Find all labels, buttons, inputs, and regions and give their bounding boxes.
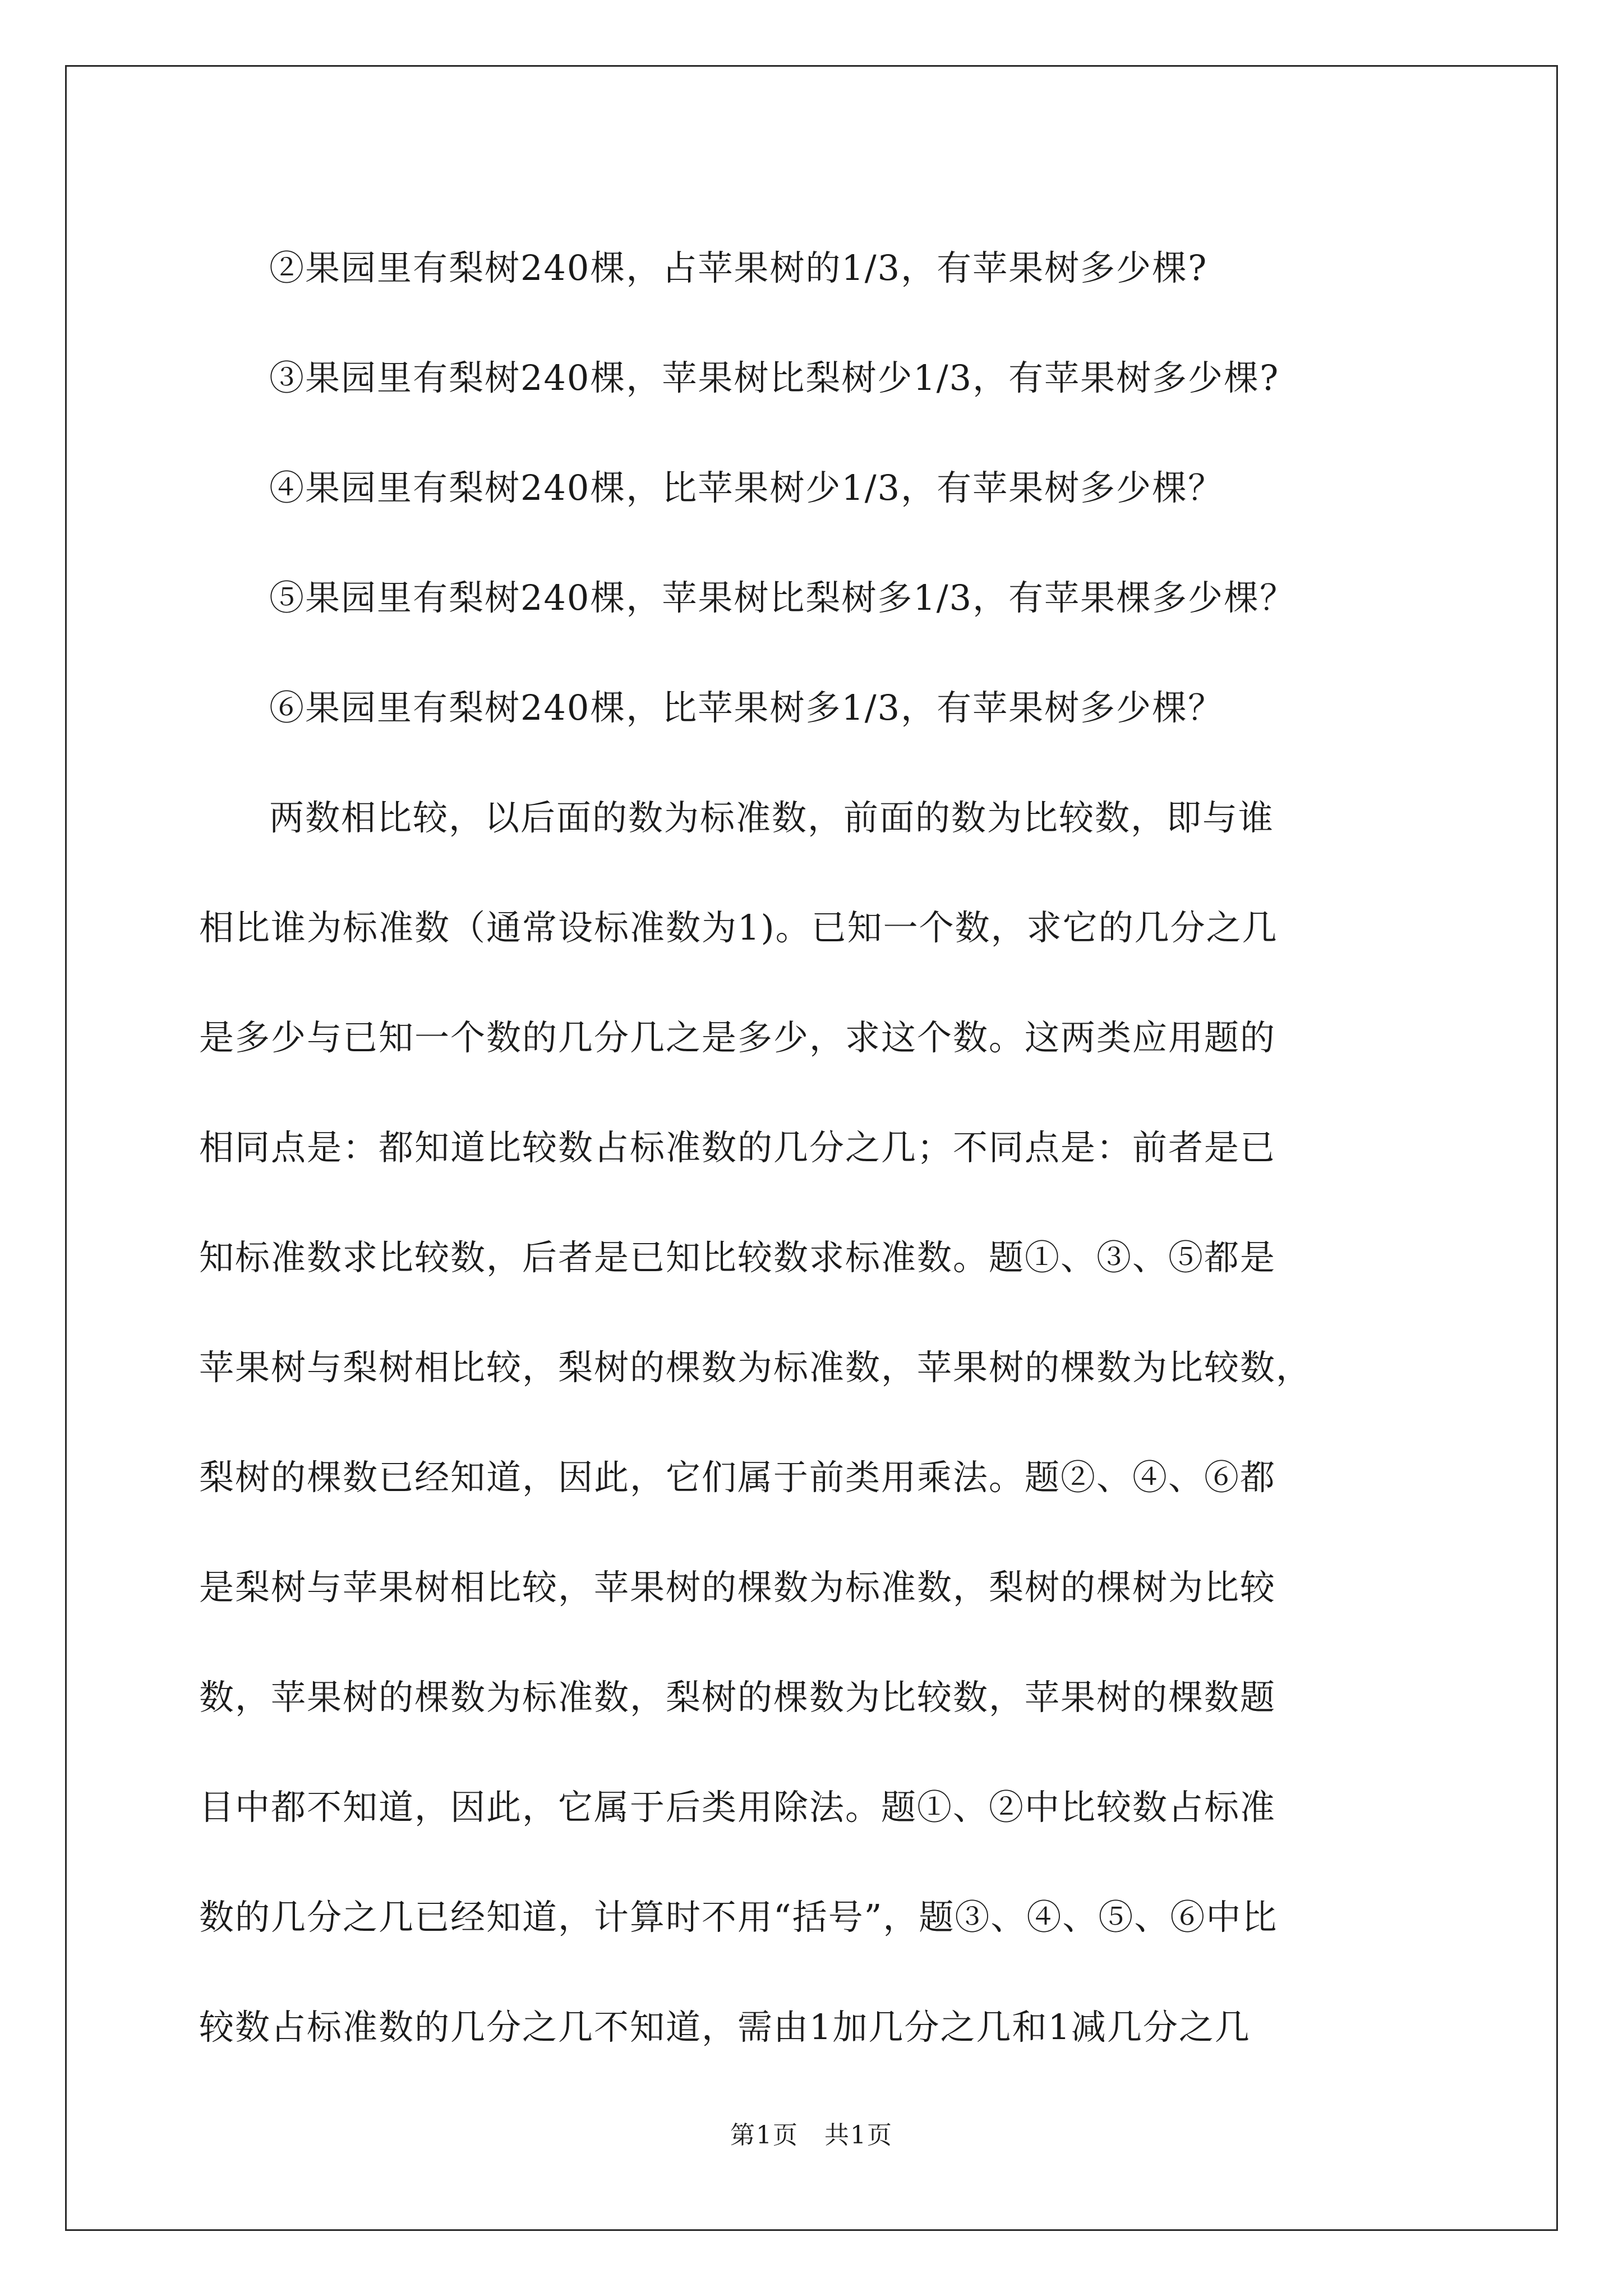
paragraph-line: 梨树的棵数已经知道，因此，它们属于前类用乘法。题②、④、⑥都	[199, 1457, 1276, 1498]
question-6: ⑥果园里有梨树240棵，比苹果树多1/3，有苹果树多少棵？	[269, 687, 1224, 728]
question-2: ②果园里有梨树240棵，占苹果树的1/3，有苹果树多少棵?	[269, 247, 1208, 288]
paragraph-line: 目中都不知道，因此，它属于后类用除法。题①、②中比较数占标准	[199, 1787, 1276, 1828]
paragraph-line: 相比谁为标准数（通常设标准数为1)。已知一个数，求它的几分之几	[199, 907, 1278, 948]
paragraph-line: 苹果树与梨树相比较，梨树的棵数为标准数，苹果树的棵数为比较数，	[199, 1347, 1312, 1388]
question-5: ⑤果园里有梨树240棵，苹果树比梨树多1/3，有苹果棵多少棵？	[269, 577, 1296, 618]
question-3: ③果园里有梨树240棵，苹果树比梨树少1/3，有苹果树多少棵?	[269, 357, 1280, 398]
paragraph-line: 相同点是：都知道比较数占标准数的几分之几；不同点是：前者是已	[199, 1127, 1276, 1168]
paragraph-line: 知标准数求比较数，后者是已知比较数求标准数。题①、③、⑤都是	[199, 1237, 1276, 1278]
paragraph-line: 数的几分之几已经知道，计算时不用“括号”，题③、④、⑤、⑥中比	[199, 1897, 1278, 1938]
paragraph-line: 数，苹果树的棵数为标准数，梨树的棵数为比较数，苹果树的棵数题	[199, 1677, 1276, 1718]
paragraph-line: 较数占标准数的几分之几不知道，需由1加几分之几和1减几分之几	[199, 2007, 1251, 2047]
paragraph-line: 是梨树与苹果树相比较，苹果树的棵数为标准数，梨树的棵树为比较	[199, 1567, 1276, 1608]
page-number-footer: 第1页 共1页	[730, 2121, 893, 2150]
paragraph-line: 是多少与已知一个数的几分几之是多少，求这个数。这两类应用题的	[199, 1017, 1276, 1058]
paragraph-line: 两数相比较，以后面的数为标准数，前面的数为比较数，即与谁	[269, 797, 1275, 838]
question-4: ④果园里有梨树240棵，比苹果树少1/3，有苹果树多少棵？	[269, 467, 1224, 508]
document-body	[199, 213, 1450, 2082]
explanation-paragraph	[199, 763, 1450, 2082]
